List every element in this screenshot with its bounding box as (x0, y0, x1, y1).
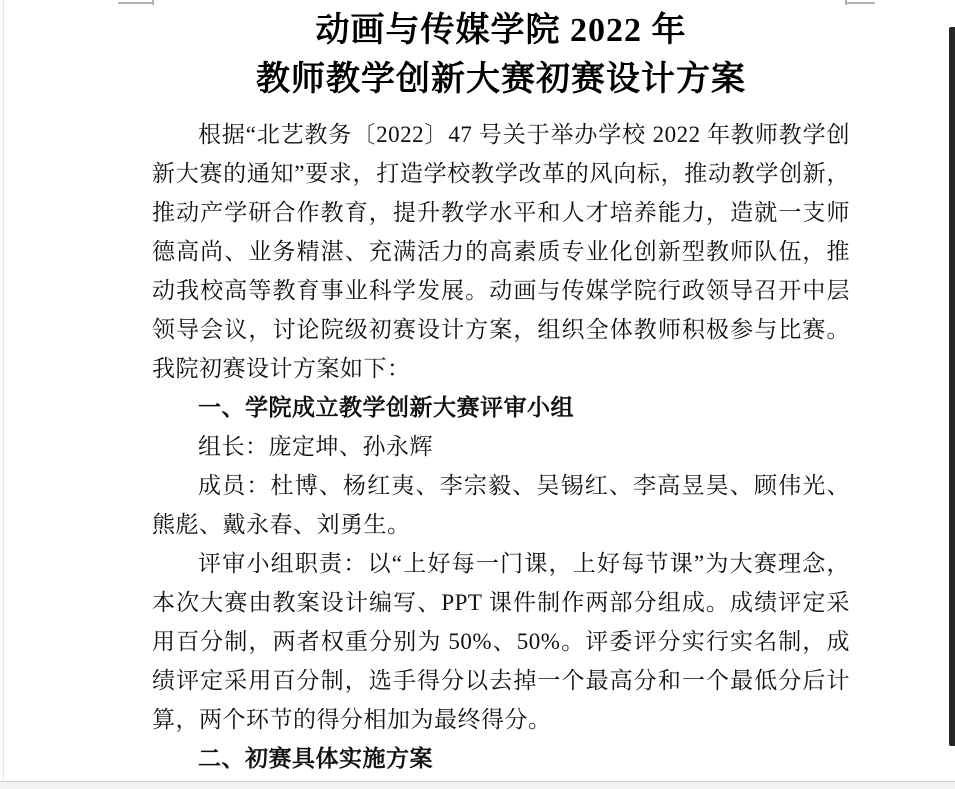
frame-corner-mark-right-tick (845, 0, 847, 5)
frame-corner-mark-right-line (845, 2, 875, 4)
document-page (152, 6, 850, 778)
frame-corner-mark-left-line (118, 2, 154, 4)
paragraph-review-duties: 评审小组职责：以“上好每一门课，上好每节课”为大赛理念，本次大赛由教案设计编写、PPT 课件制作两部分组成。成绩评定采用百分制，两者权重分别为 50%、50%。评委评分实行实名制，成绩评定采用百分制，选手得分以去掉一个最高分和一个最低分后计算，两个环节的得分相加为最终得分。 (152, 551, 850, 732)
document-title-line-2: 教师教学创新大赛初赛设计方案 (256, 61, 746, 98)
vertical-scrollbar-thumb[interactable] (949, 27, 955, 746)
section-heading-2: 二、初赛具体实施方案 (198, 746, 433, 771)
section-heading-1: 一、学院成立教学创新大赛评审小组 (198, 395, 574, 420)
document-title-line-1: 动画与传媒学院 2022 年 (315, 12, 687, 49)
frame-corner-mark-left-tick (152, 0, 154, 5)
paragraph-group-leader: 组长：庞定坤、孙永辉 (198, 434, 433, 459)
paragraph-introduction: 根据“北艺教务〔2022〕47 号关于举办学校 2022 年教师教学创新大赛的通知”要求，打造学校教学改革的风向标，推动教学创新，推动产学研合作教育，提升教学水平和人才培养能力，造就一支师德高尚、业务精湛、充满活力的高素质专业化创新型教师队伍，推动我校高等教育事业科学发展。动画与传媒学院行政领导召开中层领导会议，讨论院级初赛设计方案，组织全体教师积极参与比赛。我院初赛设计方案如下： (152, 122, 850, 381)
horizontal-scrollbar-track[interactable] (0, 781, 955, 789)
document-title (152, 6, 850, 104)
frame-corner-mark-right (845, 0, 875, 5)
frame-corner-mark-left (118, 0, 154, 5)
paragraph-group-members: 成员：杜博、杨红夷、李宗毅、吴锡红、李高昱昊、顾伟光、熊彪、戴永春、刘勇生。 (152, 473, 850, 537)
page-edge-line (3, 0, 4, 780)
